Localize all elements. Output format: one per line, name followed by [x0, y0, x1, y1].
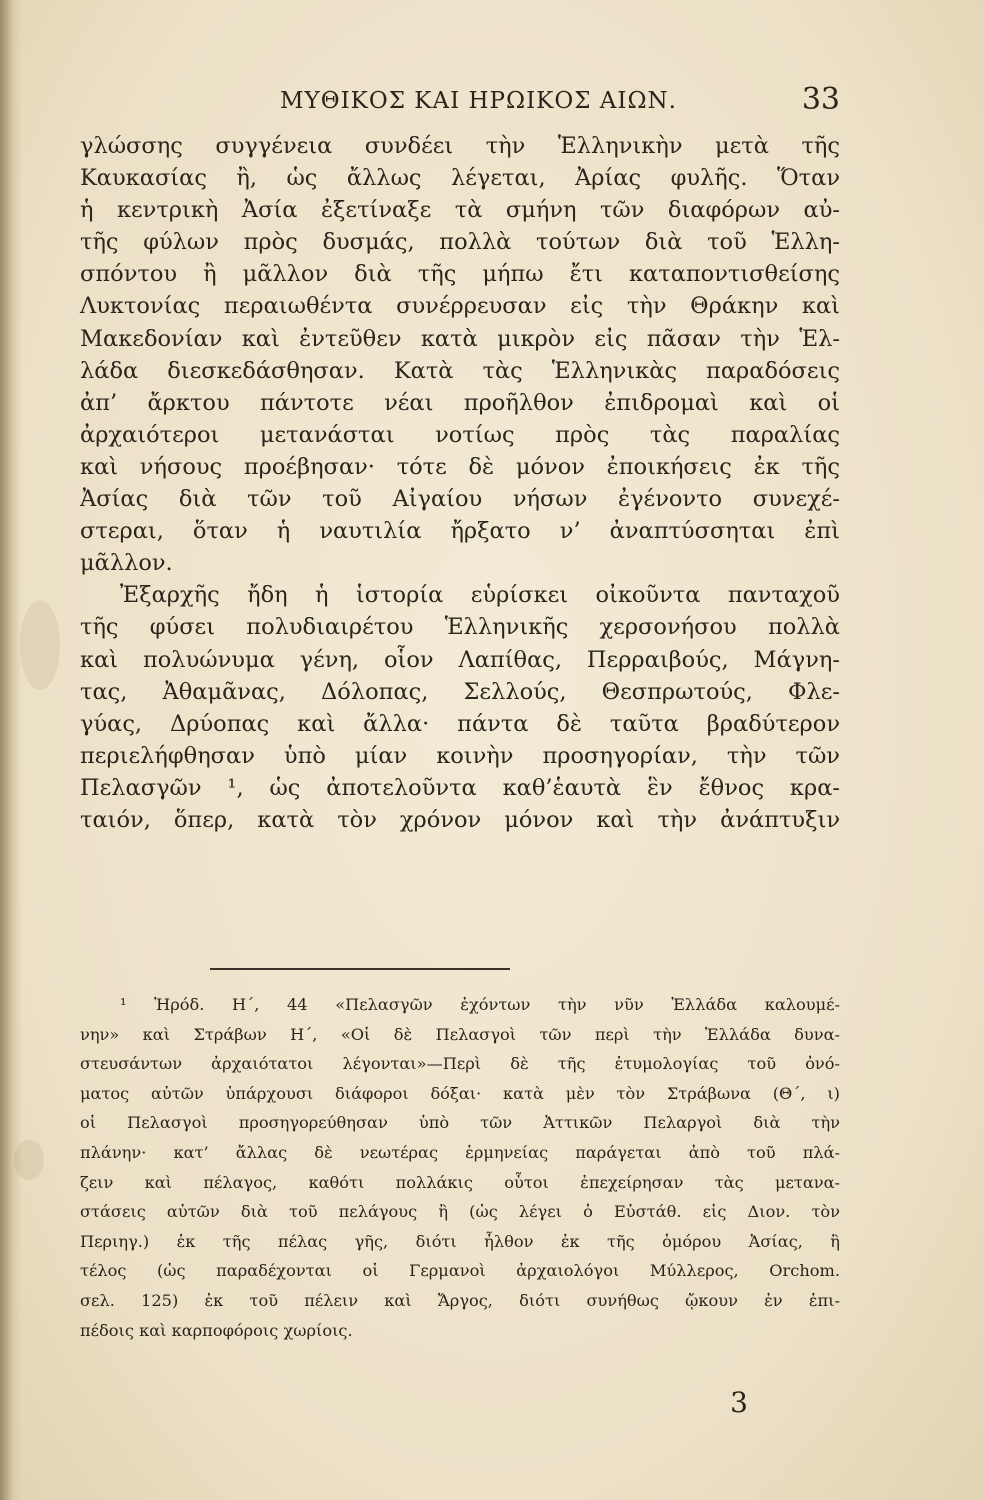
main-text	[80, 130, 840, 836]
text-line: ἀπ’ ἄρκτου πάντοτε νέαι προῆλθον ἐπιδρομαὶ καὶ οἱ	[80, 389, 840, 416]
text-line: Ἀσίας διὰ τῶν τοῦ Αἰγαίου νήσων ἐγένοντο συνεχέ-	[80, 486, 840, 513]
text-line: στεραι, ὅταν ἡ ναυτιλία ἤρξατο ν’ ἀναπτύσσηται ἐπὶ	[80, 518, 840, 545]
text-line: τῆς φύσει πολυδιαιρέτου Ἑλληνικῆς χερσονήσου πολλὰ	[80, 614, 840, 641]
text-line: γλώσσης συγγένεια συνδέει τὴν Ἑλληνικὴν μετὰ τῆς	[80, 133, 840, 159]
text-line: σπόντου ἢ μᾶλλον διὰ τῆς μήπω ἔτι καταποντισθείσης	[80, 261, 840, 288]
paper-stain	[14, 1140, 44, 1180]
footnote-line: Περιηγ.) ἐκ τῆς πέλας γῆς, διότι ἦλθον ἐκ τῆς ὁμόρου Ἀσίας, ἢ	[80, 1231, 840, 1251]
footnote-line: νην» καὶ Στράβων Η΄, «Οἱ δὲ Πελασγοὶ τῶν περὶ τὴν Ἑλλάδα δυνα-	[80, 1024, 840, 1044]
text-line: ἀρχαιότεροι μετανάσται νοτίως πρὸς τὰς παραλίας	[80, 421, 840, 448]
text-line: περιελήφθησαν ὑπὸ μίαν κοινὴν προσηγορίαν, τὴν τῶν	[80, 742, 840, 769]
text-line: Πελασγῶν ¹, ὡς ἀποτελοῦντα καθ’ἑαυτὰ ἓν ἔθνος κρα-	[80, 774, 840, 801]
footnote-divider	[210, 968, 510, 970]
text-line: Καυκασίας ἢ, ὡς ἄλλως λέγεται, Ἀρίας φυλῆς. Ὅταν	[80, 165, 840, 192]
page-binding-edge	[0, 0, 22, 1500]
text-line: ἡ κεντρικὴ Ἀσία ἐξετίναξε τὰ σμήνη τῶν διαφόρων αὐ-	[80, 197, 840, 224]
text-line: λάδα διεσκεδάσθησαν. Κατὰ τὰς Ἑλληνικὰς παραδόσεις	[80, 357, 840, 384]
footnote-line: πέδοις καὶ καρποφόροις χωρίοις.	[80, 1320, 353, 1340]
text-line: γύας, Δρύοπας καὶ ἄλλα· πάντα δὲ ταῦτα βραδύτερον	[80, 710, 840, 737]
footnote-line: στευσάντων ἀρχαιότατοι λέγονται»—Περὶ δὲ τῆς ἐτυμολογίας τοῦ ὀνό-	[80, 1054, 840, 1074]
footnotes	[80, 990, 840, 1345]
page-number: 33	[801, 82, 840, 117]
footnote-line: σελ. 125) ἐκ τοῦ πέλειν καὶ Ἄργος, διότι συνήθως ᾤκουν ἐν ἐπι-	[80, 1290, 840, 1310]
footnote-line: πλάνην· κατ’ ἄλλας δὲ νεωτέρας ἑρμηνείας παράγεται ἀπὸ τοῦ πλά-	[80, 1142, 840, 1162]
text-line: Λυκτονίας περαιωθέντα συνέρρευσαν εἰς τὴν Θράκην καὶ	[80, 293, 840, 320]
text-line: τας, Ἀθαμᾶνας, Δόλοπας, Σελλούς, Θεσπρωτούς, Φλε-	[80, 678, 840, 705]
footnote-line: ζειν καὶ πέλαγος, καθότι πολλάκις οὗτοι ἐπεχείρησαν τὰς μετανα-	[80, 1172, 840, 1192]
paper-stain	[20, 600, 60, 690]
text-line: Μακεδονίαν καὶ ἐντεῦθεν κατὰ μικρὸν εἰς πᾶσαν τὴν Ἑλ-	[80, 325, 840, 352]
footnote-line: τέλος (ὡς παραδέχονται οἱ Γερμανοὶ ἀρχαιολόγοι Μύλλερος, Orchom.	[80, 1261, 840, 1281]
signature-mark: 3	[730, 1386, 748, 1419]
text-line: τῆς φύλων πρὸς δυσμάς, πολλὰ τούτων διὰ τοῦ Ἑλλη-	[80, 229, 840, 256]
page-header	[80, 82, 840, 122]
text-line: ταιόν, ὅπερ, κατὰ τὸν χρόνον μόνον καὶ τὴν ἀνάπτυξιν	[80, 806, 840, 833]
footnote-line: οἱ Πελασγοὶ προσηγορεύθησαν ὑπὸ τῶν Ἀττικῶν Πελαργοὶ διὰ τὴν	[80, 1113, 840, 1133]
footnote-line: στάσεις αὐτῶν διὰ τοῦ πελάγους ἢ (ὡς λέγει ὁ Εὐστάθ. εἰς Διον. τὸν	[80, 1202, 840, 1222]
footnote-line: ¹ Ἡρόδ. Η΄, 44 «Πελασγῶν ἐχόντων τὴν νῦν Ἑλλάδα καλουμέ-	[120, 995, 840, 1014]
text-line: μᾶλλον.	[80, 550, 173, 577]
running-title: ΜΥΘΙΚΟΣ ΚΑΙ ΗΡΩΙΚΟΣ ΑΙΩΝ.	[280, 88, 677, 114]
text-line: καὶ πολυώνυμα γένη, οἷον Λαπίθας, Περραιβούς, Μάγνη-	[80, 646, 840, 673]
text-line: Ἐξαρχῆς ἤδη ἡ ἱστορία εὑρίσκει οἰκοῦντα πανταχοῦ	[120, 582, 840, 609]
text-line: καὶ νήσους προέβησαν· τότε δὲ μόνον ἐποικήσεις ἐκ τῆς	[80, 453, 840, 480]
footnote-line: ματος αὐτῶν ὑπάρχουσι διάφοροι δόξαι· κατὰ μὲν τὸν Στράβωνα (Θ΄, ι)	[80, 1083, 840, 1103]
